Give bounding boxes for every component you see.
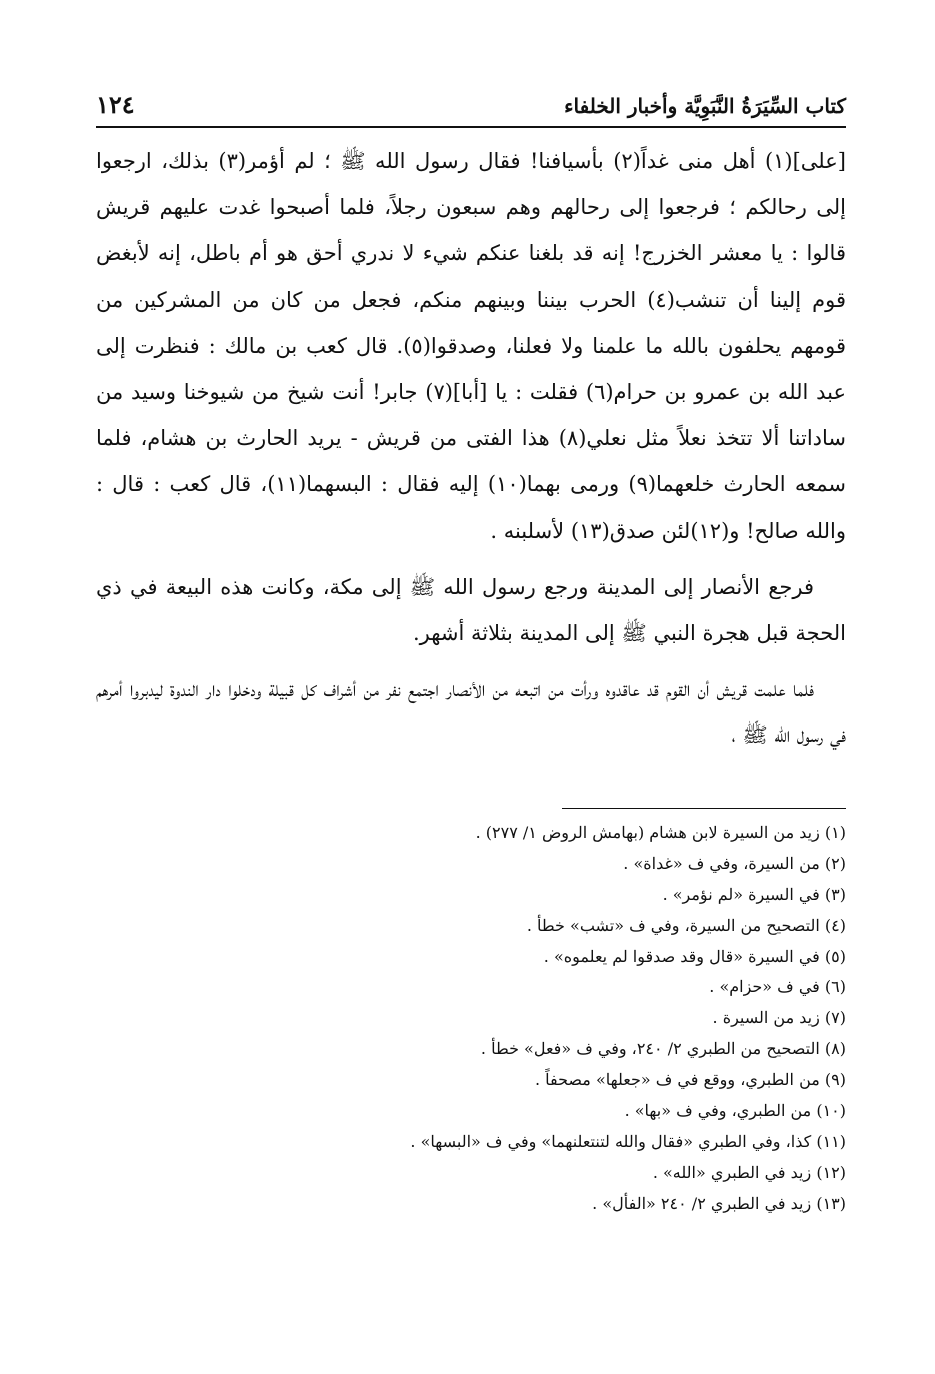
footnote-separator xyxy=(562,808,846,809)
footnote-12: (١٢) زيد في الطبري «الله» . xyxy=(652,1162,846,1182)
footnotes-list xyxy=(96,818,846,1220)
footnote-7: (٧) زيد من السيرة . xyxy=(712,1008,846,1028)
paragraph-2: فرجع الأنصار إلى المدينة ورجع رسول الله ﷺ إلى مكة، وكانت هذه البيعة في ذي الحجة قبل هجرة النبي ﷺ إلى المدينة بثلاثة أشهر. xyxy=(96,574,846,646)
page-number: ١٢٤ xyxy=(96,90,135,119)
footnote-3: (٣) في السيرة «لم نؤمر» . xyxy=(662,884,846,904)
footnote-2: (٢) من السيرة، وفي ف «غداة» . xyxy=(623,853,846,873)
paragraph-1: [على](١) أهل منى غداً(٢) بأسيافنا! فقال رسول الله ﷺ ؛ لم أؤمر(٣) بذلك، ارجعوا إلى رحالكم ؛ فرجعوا إلى رحالهم وهم سبعون رجلاً، فلما أصبحوا غدت عليهم قريش قالوا : يا معشر الخزرج! إنه قد بلغنا عنكم شيء لا ندري أحق هو أم باطل، إنه لأبغض قوم إلينا أن تنشب(٤) الحرب بيننا وبينهم منكم، فجعل من كان من المشركين من قومهم يحلفون بالله ما علمنا ولا فعلنا، وصدقوا(٥). قال كعب بن مالك : فنظرت إلى عبد الله بن عمرو بن حرام(٦) فقلت : يا [أبا](٧) جابر! أنت شيخ من شيوخنا وسيد من ساداتنا ألا تتخذ نعلاً مثل نعلي(٨) هذا الفتى من قريش - يريد الحارث بن هشام، فلما سمعه الحارث خلعهما(٩) ورمى بهما(١٠) إليه فقال : البسهما(١١)، قال كعب : قال : والله صالح! و(١٢)لئن صدق(١٣) لأسلبنه . xyxy=(96,149,847,543)
footnote-13: (١٣) زيد في الطبري ٢/ ٢٤٠ «الفأل» . xyxy=(592,1193,846,1213)
footnote-4: (٤) التصحيح من السيرة، وفي ف «تشب» خطأ . xyxy=(526,915,846,935)
footnote-1: (١) زيد من السيرة لابن هشام (بهامش الروض ١/ ٢٧٧) . xyxy=(475,823,846,842)
book-title: كتاب السِّيَرَةُ النَّبَوِيَّة وأخبار الخلفاء xyxy=(564,94,846,118)
running-header xyxy=(96,88,846,128)
footnote-5: (٥) في السيرة «قال وقد صدقوا لم يعلموه» . xyxy=(543,946,846,966)
footnote-11: (١١) كذا، وفي الطبري «فقال والله لتنتعلنهما» وفي ف «البسها» . xyxy=(410,1131,846,1151)
footnote-8: (٨) التصحيح من الطبري ٢/ ٢٤٠، وفي ف «فعل» خطأ . xyxy=(480,1039,846,1059)
footnote-10: (١٠) من الطبري، وفي ف «بها» . xyxy=(624,1101,846,1121)
footnote-9: (٩) من الطبري، ووقع في ف «جعلها» مصحفاً . xyxy=(534,1070,846,1090)
main-text xyxy=(96,138,846,759)
footnote-6: (٦) في ف «حزام» . xyxy=(709,977,846,997)
paragraph-3: فلما علمت قريش أن القوم قد عاقدوه ورأت من اتبعه من الأنصار اجتمع نفر من أشراف كل قبيلة ودخلوا دار الندوة ليدبروا أمرهم في رسول الله ﷺ ، xyxy=(96,677,846,748)
